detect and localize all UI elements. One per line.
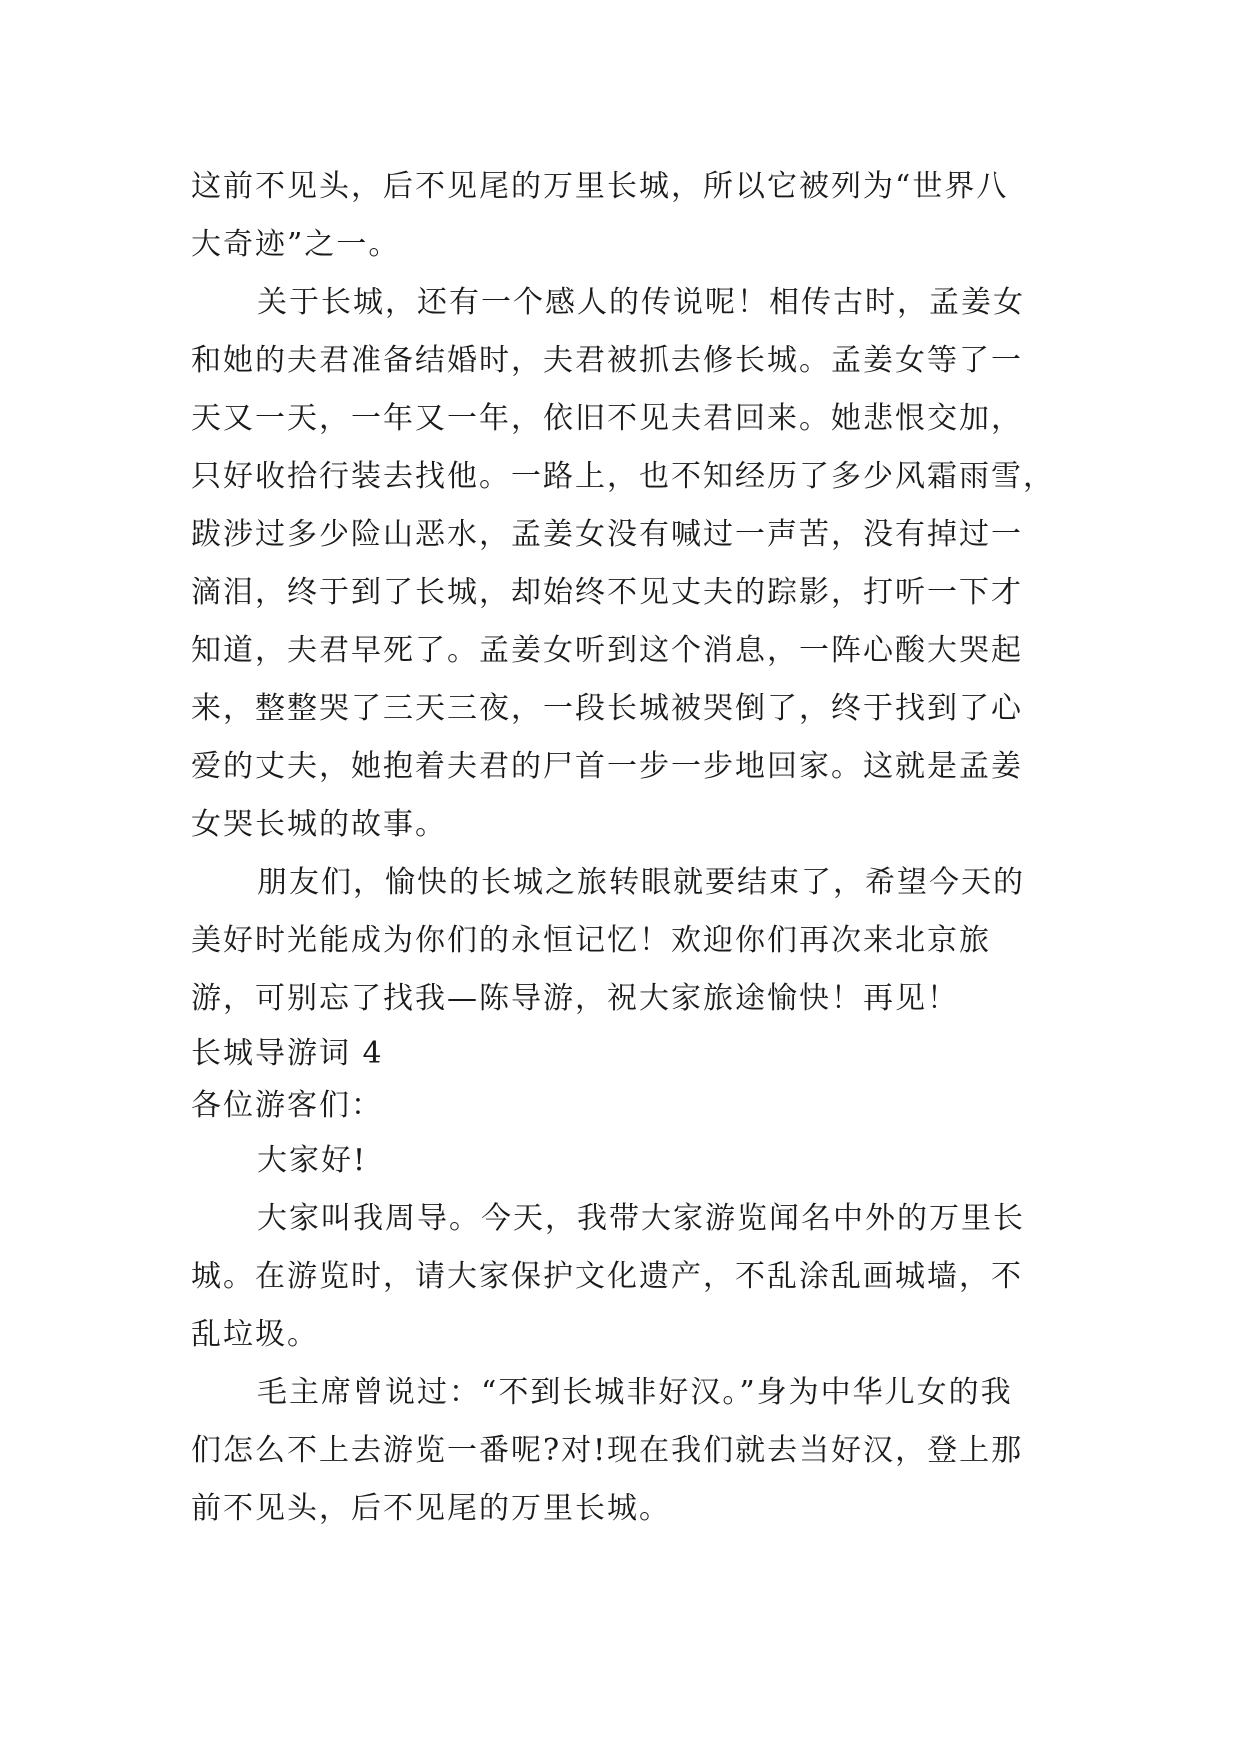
text-line: 只好收拾行装去找他。一路上，也不知经历了多少风霜雨雪， [191,459,1055,494]
greeting: 大家好! [257,1143,368,1178]
text-line: 爱的丈夫，她抱着夫君的尸首一步一步地回家。这就是孟姜 [191,749,1023,784]
text-line: 知道，夫君早死了。孟姜女听到这个消息，一阵心酸大哭起 [191,633,1023,668]
text-line: 来，整整哭了三天三夜，一段长城被哭倒了，终于找到了心 [191,691,1023,726]
text-line: 和她的夫君准备结婚时，夫君被抓去修长城。孟姜女等了一 [191,343,1023,378]
text-line: 这前不见头，后不见尾的万里长城，所以它被列为“世界八 [191,169,1009,204]
section-heading: 长城导游词 4 [191,1036,384,1071]
paragraph-start: 朋友们，愉快的长城之旅转眼就要结束了，希望今天的 [257,865,1025,900]
text-line: 游，可别忘了找我—陈导游，祝大家旅途愉快！再见！ [191,981,959,1016]
text-line: 滴泪，终于到了长城，却始终不见丈夫的踪影，打听一下才 [191,575,1023,610]
text-line: 乱垃圾。 [191,1317,319,1352]
paragraph-start: 大家叫我周导。今天，我带大家游览闻名中外的万里长 [257,1201,1025,1236]
paragraph-start: 关于长城，还有一个感人的传说呢！相传古时，孟姜女 [257,285,1025,320]
document-body [191,158,1055,1538]
text-line: 女哭长城的故事。 [191,807,447,842]
text-line: 们怎么不上去游览一番呢?对!现在我们就去当好汉，登上那 [191,1433,1024,1468]
salutation: 各位游客们： [191,1088,383,1123]
text-line: 城。在游览时，请大家保护文化遗产，不乱涂乱画城墙，不 [191,1259,1023,1294]
text-line: 大奇迹”之一。 [191,227,401,262]
text-line: 天又一天，一年又一年，依旧不见夫君回来。她悲恨交加， [191,401,1023,436]
text-line: 跋涉过多少险山恶水，孟姜女没有喊过一声苦，没有掉过一 [191,517,1023,552]
text-line: 美好时光能成为你们的永恒记忆！欢迎你们再次来北京旅 [191,923,991,958]
paragraph-start: 毛主席曾说过：“不到长城非好汉。”身为中华儿女的我 [257,1375,1013,1410]
text-line: 前不见头，后不见尾的万里长城。 [191,1491,671,1526]
